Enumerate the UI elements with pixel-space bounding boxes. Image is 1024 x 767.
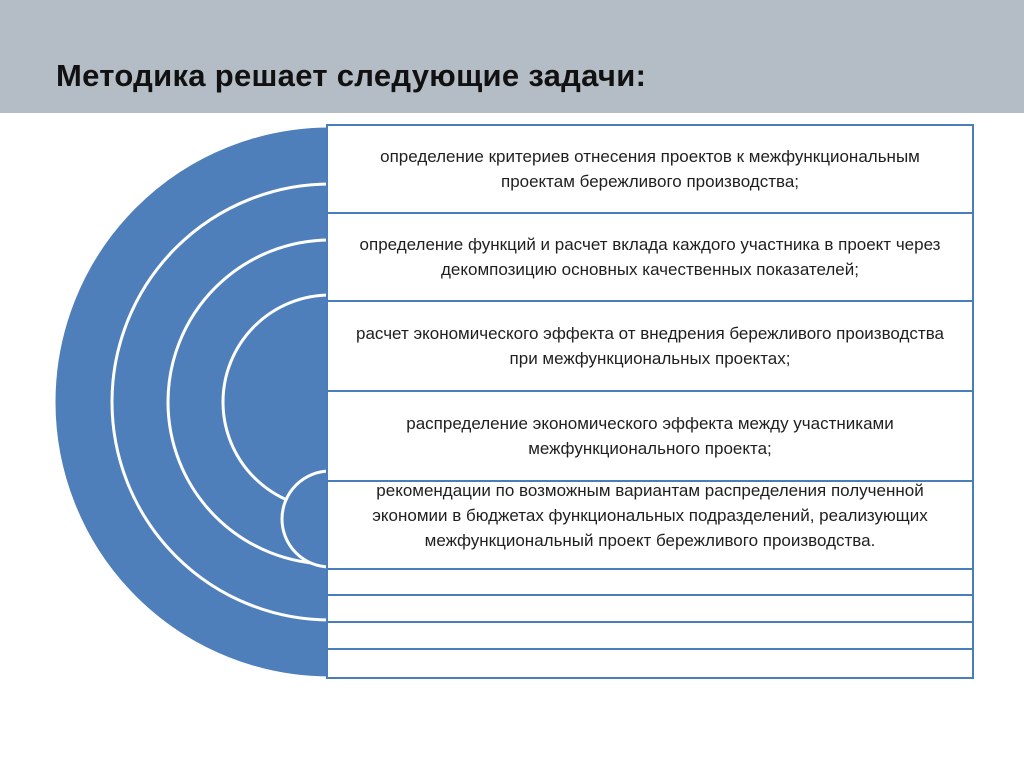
task-box-2: [326, 212, 974, 302]
task-text-2: определение функций и расчет вклада каждого участника в проект через декомпозицию основных качественных показателей;: [359, 235, 941, 279]
empty-box-1: [326, 568, 974, 596]
empty-box-4: [326, 648, 974, 679]
task-text-3: расчет экономического эффекта от внедрения бережливого производства при межфункциональных проектах;: [355, 324, 945, 368]
task-box-4: [326, 390, 974, 482]
task-text-4: распределение экономического эффекта между участниками межфункционального проекта;: [406, 414, 894, 458]
task-box-1: [326, 124, 974, 214]
task-box-3: [326, 300, 974, 392]
empty-box-3: [326, 621, 974, 650]
task-box-5: [326, 480, 974, 570]
task-text-1: определение критериев отнесения проектов к межфункциональным проектам бережливого производства;: [380, 147, 920, 191]
task-text-5: рекомендации по возможным вариантам распределения полученной экономии в бюджетах функциональных подразделений, реализующих межфункциональный проект бережливого производства.: [372, 481, 928, 550]
slide-title: Методика решает следующие задачи:: [56, 58, 647, 93]
empty-box-2: [326, 594, 974, 623]
